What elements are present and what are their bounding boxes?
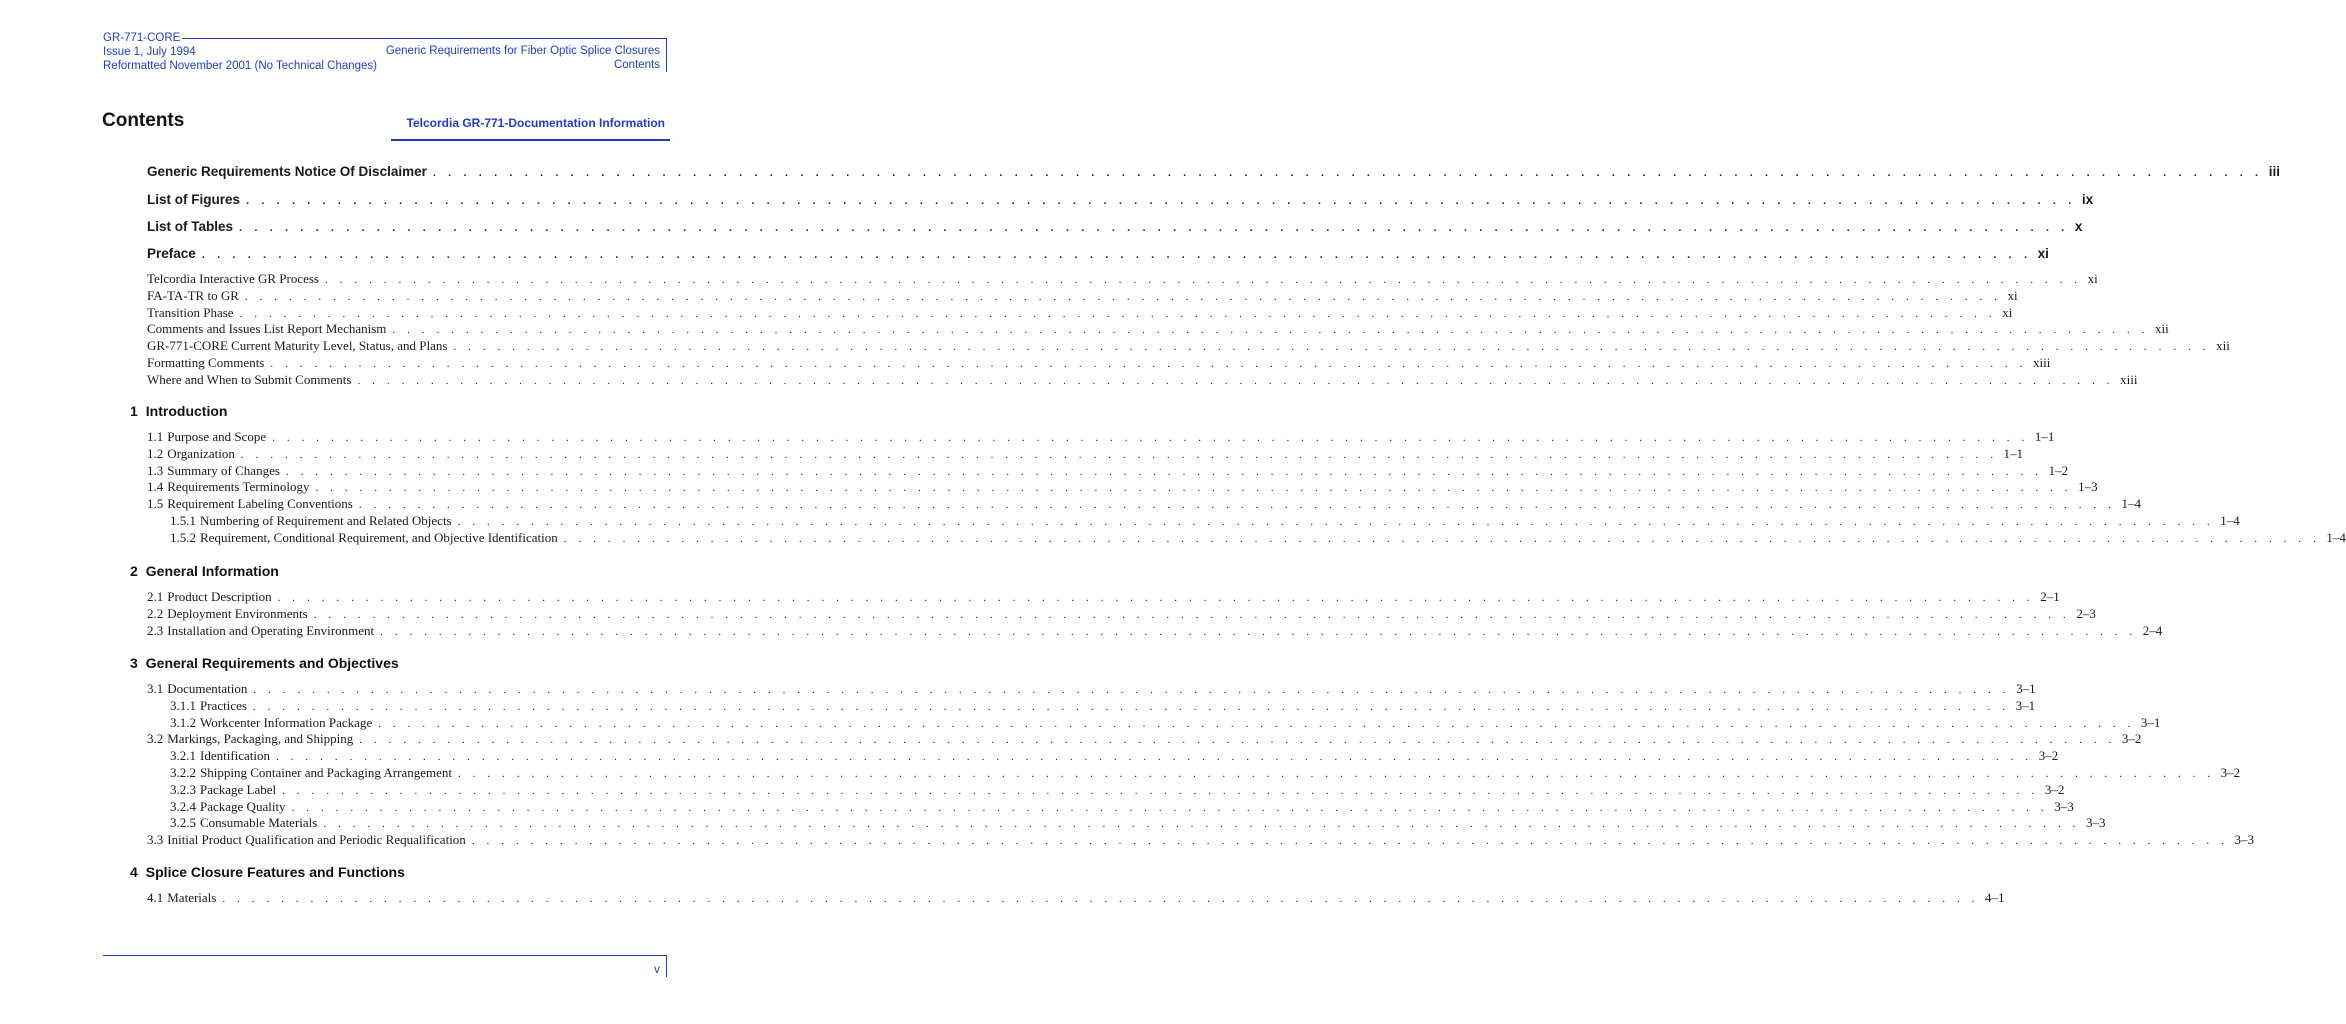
toc-entry-text: Purpose and Scope [167,429,267,444]
toc-preface-entry[interactable] [147,355,2051,371]
toc-section-entry[interactable] [147,496,2141,512]
toc-section-entry[interactable] [170,748,2059,764]
toc-entry-text: Summary of Changes [167,462,280,478]
reformat-note: Reformatted November 2001 (No Technical Changes) [103,60,378,72]
dot-leader: . . . . . . . . . . . . . . . . . . . . . . . . . . . . . . . . . . . . . . . . . . . . . . . . . . . . . . . . . . . . . . . . . . . . . . . . . . . . . . . . . . . . . . . . . . . . . . . . . . . . . . . . . . . . . . . . . . . . . . . . [239,307,1997,320]
toc-entry-page: xiii [2120,371,2138,387]
chapter-title: Introduction [145,403,228,419]
toc-entry-label [147,219,233,234]
toc-entry-page: 2–4 [2142,622,2163,638]
toc-entry-label [147,589,272,605]
dot-leader: . . . . . . . . . . . . . . . . . . . . . . . . . . . . . . . . . . . . . . . . . . . . . . . . . . . . . . . . . . . . . . . . . . . . . . . . . . . . . . . . . . . . . . . . . . . . . . . . . . . . . . . . . . . . . . . . . . . . . . . . [291,801,2049,814]
toc-section-entry[interactable] [147,681,2036,697]
doc-info-link[interactable]: Telcordia GR-771-Documentation Information [406,116,665,130]
toc-entry-label [170,698,247,714]
toc-entry-text: GR-771-CORE Current Maturity Level, Status, and Plans [147,338,448,354]
toc-entry-text: Documentation [167,681,248,696]
toc-entry-label [147,288,239,304]
toc-entry-label [147,832,466,848]
toc-preface-entry[interactable] [147,271,2098,287]
toc-entry-label [147,479,309,495]
toc-entry-label [147,355,264,371]
dot-leader: . . . . . . . . . . . . . . . . . . . . . . . . . . . . . . . . . . . . . . . . . . . . . . . . . . . . . . . . . . . . . . . . . . . . . . . . . . . . . . . . . . . . . . . . . . . . . . . . . . . . . . . . . . . . . . . . . . . . . . . . [252,700,2010,713]
toc-entry-text: Organization [167,445,235,461]
dot-leader: . . . . . . . . . . . . . . . . . . . . . . . . . . . . . . . . . . . . . . . . . . . . . . . . . . . . . . . . . . . . . . . . . . . . . . . . . . . . . . . . . . . . . . . . . . . . . . . . . . . . . . . . . . . . . . . . . . . . . . . . [380,625,2137,638]
toc-front-matter-entry[interactable] [147,219,2083,234]
toc-entry-number: 1.3 [147,462,164,478]
toc-entry-label [147,192,240,207]
toc-entry-number: 1.4 [147,479,164,495]
toc-section-entry[interactable] [147,622,2163,639]
toc-front-matter-entry[interactable] [147,246,2049,261]
toc-entry-label [170,799,286,815]
toc-section-entry[interactable] [170,529,2346,546]
page-title: Contents [102,110,185,131]
chapter-title: Splice Closure Features and Functions [145,864,405,880]
dot-leader: . . . . . . . . . . . . . . . . . . . . . . . . . . . . . . . . . . . . . . . . . . . . . . . . . . . . . . . . . . . . . . . . . . . . . . . . . . . . . . . . . . . . . . . . . . . . . . . . . . . . . . . . . . . . . . . . . . . . . . . . [244,290,2002,303]
toc-entry-page: 3–2 [2044,781,2065,797]
toc-entry-number: 2.1 [147,589,164,604]
toc-entry-text: Installation and Operating Environment [167,622,375,638]
toc-entry-number: 3.2.3 [170,781,196,797]
doc-title: Generic Requirements for Fiber Optic Splice Closures [385,45,660,57]
toc-section-entry[interactable] [147,890,2005,906]
chapter-heading[interactable] [130,563,279,579]
toc-entry-page: 3–1 [2016,681,2036,696]
dot-leader: . . . . . . . . . . . . . . . . . . . . . . . . . . . . . . . . . . . . . . . . . . . . . . . . . . . . . . . . . . . . . . . . . . . . . . . . . . . . . . . . . . . . . . . . . . . . . . . . . . . . . . . . . . . . . . . . . . . . . . . . [313,608,2071,621]
toc-entry-label [147,271,319,287]
toc-section-entry[interactable] [147,445,2024,462]
toc-section-entry[interactable] [147,832,2254,848]
toc-entry-page: 1–4 [2326,529,2346,545]
chapter-number: 2 [130,563,138,579]
footer-rule-vertical [666,955,667,977]
toc-entry-number: 1.1 [147,429,164,444]
toc-entry-page: 1–1 [2034,429,2055,444]
chapter-heading[interactable] [130,655,399,671]
toc-entry-number: 3.3 [147,832,164,848]
dot-leader: . . . . . . . . . . . . . . . . . . . . . . . . . . . . . . . . . . . . . . . . . . . . . . . . . . . . . . . . . . . . . . . . . . . . . . . . . . . . . . . . . . . . . . . . . . . . . . . . . . . . . . . . . . . . . . . . . . . . . . . . [201,249,2032,261]
toc-entry-page: xi [2007,287,2018,303]
toc-entry-label [147,890,216,906]
dot-leader: . . . . . . . . . . . . . . . . . . . . . . . . . . . . . . . . . . . . . . . . . . . . . . . . . . . . . . . . . . . . . . . . . . . . . . . . . . . . . . . . . . . . . . . . . . . . . . . . . . . . . . . . . . . . . . . . . . . . . . . . [272,432,2029,444]
toc-entry-text: Telcordia Interactive GR Process [147,271,319,286]
toc-entry-label [170,715,372,731]
toc-entry-text: List of Tables [147,219,234,234]
toc-entry-number: 3.1.1 [170,697,196,713]
toc-entry-label [147,606,308,622]
toc-entry-number: 3.2.4 [170,798,196,814]
toc-entry-number: 4.1 [147,890,164,905]
toc-preface-entry[interactable] [147,304,2013,321]
toc-entry-page: x [2074,219,2083,234]
toc-entry-number: 1.5.2 [170,529,196,545]
toc-entry-text: Workcenter Information Package [200,714,373,730]
doc-info-rule [391,139,670,141]
toc-section-entry[interactable] [147,605,2096,622]
toc-entry-text: Numbering of Requirement and Related Objects [200,513,452,528]
toc-entry-number: 1.5 [147,496,164,512]
dot-leader: . . . . . . . . . . . . . . . . . . . . . . . . . . . . . . . . . . . . . . . . . . . . . . . . . . . . . . . . . . . . . . . . . . . . . . . . . . . . . . . . . . . . . . . . . . . . . . . . . . . . . . . . . . . . . . . . . . . . . . . . [253,684,2011,696]
dot-leader: . . . . . . . . . . . . . . . . . . . . . . . . . . . . . . . . . . . . . . . . . . . . . . . . . . . . . . . . . . . . . . . . . . . . . . . . . . . . . . . . . . . . . . . . . . . . . . . . . . . . . . . . . . . . . . . . . . . . . . . . [222,893,1979,905]
dot-leader: . . . . . . . . . . . . . . . . . . . . . . . . . . . . . . . . . . . . . . . . . . . . . . . . . . . . . . . . . . . . . . . . . . . . . . . . . . . . . . . . . . . . . . . . . . . . . . . . . . . . . . . . . . . . . . . . . . . . . . . . [378,717,2135,730]
header-rule [182,38,667,39]
toc-entry-text: Generic Requirements Notice Of Disclaimer [147,164,427,179]
toc-front-matter-entry[interactable] [147,192,2094,207]
toc-entry-text: List of Figures [147,192,241,207]
dot-leader: . . . . . . . . . . . . . . . . . . . . . . . . . . . . . . . . . . . . . . . . . . . . . . . . . . . . . . . . . . . . . . . . . . . . . . . . . . . . . . . . . . . . . . . . . . . . . . . . . . . . . . . . . . . . . . . . . . . . . . . . [239,222,2069,234]
toc-entry-page: 3–3 [2086,815,2106,831]
footer-rule [103,955,667,956]
chapter-title: General Requirements and Objectives [145,655,399,671]
dot-leader: . . . . . . . . . . . . . . . . . . . . . . . . . . . . . . . . . . . . . . . . . . . . . . . . . . . . . . . . . . . . . . . . . . . . . . . . . . . . . . . . . . . . . . . . . . . . . . . . . . . . . . . . . . . . . . . . . . . . . . . . [276,751,2033,764]
toc-entry-text: Initial Product Qualification and Periodic Requalification [167,832,466,848]
toc-entry-page: xi [2087,271,2098,286]
toc-entry-page: 2–3 [2076,605,2096,621]
toc-entry-label [147,463,280,479]
toc-entry-text: Preface [147,246,196,261]
toc-entry-label [147,372,351,388]
toc-preface-entry[interactable] [147,371,2138,388]
toc-entry-number: 3.2.5 [170,815,196,831]
toc-entry-number: 2.2 [147,605,164,621]
chapter-number: 1 [130,403,138,419]
toc-entry-number: 3.1 [147,681,164,696]
dot-leader: . . . . . . . . . . . . . . . . . . . . . . . . . . . . . . . . . . . . . . . . . . . . . . . . . . . . . . . . . . . . . . . . . . . . . . . . . . . . . . . . . . . . . . . . . . . . . . . . . . . . . . . . . . . . . . . . . . . . . . . . [563,532,2321,545]
toc-section-entry[interactable] [170,513,2240,529]
toc-entry-label [147,321,386,337]
dot-leader: . . . . . . . . . . . . . . . . . . . . . . . . . . . . . . . . . . . . . . . . . . . . . . . . . . . . . . . . . . . . . . . . . . . . . . . . . . . . . . . . . . . . . . . . . . . . . . . . . . . . . . . . . . . . . . . . . . . . . . . . [453,341,2211,354]
toc-entry-label [147,731,353,747]
toc-entry-page: xii [2155,321,2169,337]
toc-entry-label [147,429,266,445]
toc-entry-page: 1–4 [2220,513,2240,528]
toc-entry-text: Practices [200,697,247,713]
chapter-number: 4 [130,864,138,880]
toc-entry-number: 3.2 [147,731,164,747]
toc-entry-label [147,623,374,639]
toc-entry-page: xii [2216,338,2230,354]
toc-entry-text: Requirement, Conditional Requirement, and Objective Identification [200,529,558,545]
dot-leader: . . . . . . . . . . . . . . . . . . . . . . . . . . . . . . . . . . . . . . . . . . . . . . . . . . . . . . . . . . . . . . . . . . . . . . . . . . . . . . . . . . . . . . . . . . . . . . . . . . . . . . . . . . . . . . . . . . . . . . . . [270,358,2028,370]
dot-leader: . . . . . . . . . . . . . . . . . . . . . . . . . . . . . . . . . . . . . . . . . . . . . . . . . . . . . . . . . . . . . . . . . . . . . . . . . . . . . . . . . . . . . . . . . . . . . . . . . . . . . . . . . . . . . . . . . . . . . . . . [458,768,2215,780]
toc-entry-number: 3.2.2 [170,765,196,780]
toc-section-entry[interactable] [170,798,2074,815]
toc-front-matter-entry[interactable] [147,164,2280,179]
toc-section-entry[interactable] [170,714,2161,731]
toc-section-entry[interactable] [147,462,2069,479]
toc-entry-page: 4–1 [1985,890,2005,905]
toc-entry-text: Markings, Packaging, and Shipping [167,731,354,747]
toc-entry-label [147,681,247,697]
toc-entry-text: Materials [167,890,217,905]
toc-entry-label [147,496,353,512]
toc-entry-text: Requirements Terminology [167,479,310,495]
dot-leader: . . . . . . . . . . . . . . . . . . . . . . . . . . . . . . . . . . . . . . . . . . . . . . . . . . . . . . . . . . . . . . . . . . . . . . . . . . . . . . . . . . . . . . . . . . . . . . . . . . . . . . . . . . . . . . . . . . . . . . . . [392,324,2150,337]
toc-entry-page: 3–2 [2220,765,2241,780]
toc-entry-page: 3–1 [2140,714,2161,730]
toc-entry-page: 3–2 [2121,731,2142,747]
toc-entry-page: xiii [2033,355,2051,370]
chapter-number: 3 [130,655,138,671]
toc-entry-label [147,246,196,261]
toc-entry-page: 3–2 [2038,748,2059,764]
toc-entry-page: xi [2002,304,2013,320]
toc-entry-number: 3.2.1 [170,748,196,764]
toc-entry-text: FA-TA-TR to GR [147,287,239,303]
toc-entry-page: 3–1 [2015,697,2036,713]
toc-entry-page: 1–1 [2003,445,2024,461]
toc-entry-page: 1–2 [2048,462,2069,478]
toc-entry-text: Requirement Labeling Conventions [167,496,353,512]
dot-leader: . . . . . . . . . . . . . . . . . . . . . . . . . . . . . . . . . . . . . . . . . . . . . . . . . . . . . . . . . . . . . . . . . . . . . . . . . . . . . . . . . . . . . . . . . . . . . . . . . . . . . . . . . . . . . . . . . . . . . . . . [325,274,2082,286]
dot-leader: . . . . . . . . . . . . . . . . . . . . . . . . . . . . . . . . . . . . . . . . . . . . . . . . . . . . . . . . . . . . . . . . . . . . . . . . . . . . . . . . . . . . . . . . . . . . . . . . . . . . . . . . . . . . . . . . . . . . . . . . [277,592,2035,604]
dot-leader: . . . . . . . . . . . . . . . . . . . . . . . . . . . . . . . . . . . . . . . . . . . . . . . . . . . . . . . . . . . . . . . . . . . . . . . . . . . . . . . . . . . . . . . . . . . . . . . . . . . . . . . . . . . . . . . . . . . . . . . . [240,448,1998,461]
toc-entry-label [170,530,558,546]
toc-entry-number: 1.5.1 [170,513,196,528]
running-header-right [386,44,660,72]
header-rule-vertical [666,38,667,72]
toc-entry-number: 1.2 [147,445,164,461]
toc-section-entry[interactable] [170,697,2036,714]
toc-entry-label [170,815,317,831]
toc-section-entry[interactable] [170,765,2241,781]
toc-entry-text: Package Label [200,781,277,797]
dot-leader: . . . . . . . . . . . . . . . . . . . . . . . . . . . . . . . . . . . . . . . . . . . . . . . . . . . . . . . . . . . . . . . . . . . . . . . . . . . . . . . . . . . . . . . . . . . . . . . . . . . . . . . . . . . . . . . . . . . . . . . . [323,818,2080,831]
toc-entry-label [170,782,276,798]
page-number: v [654,962,660,976]
toc-entry-text: Shipping Container and Packaging Arrangement [200,765,453,780]
toc-section-entry[interactable] [147,429,2055,445]
toc-section-entry[interactable] [170,815,2106,831]
dot-leader: . . . . . . . . . . . . . . . . . . . . . . . . . . . . . . . . . . . . . . . . . . . . . . . . . . . . . . . . . . . . . . . . . . . . . . . . . . . . . . . . . . . . . . . . . . . . . . . . . . . . . . . . . . . . . . . . . . . . . . . . [471,835,2229,848]
dot-leader: . . . . . . . . . . . . . . . . . . . . . . . . . . . . . . . . . . . . . . . . . . . . . . . . . . . . . . . . . . . . . . . . . . . . . . . . . . . . . . . . . . . . . . . . . . . . . . . . . . . . . . . . . . . . . . . . . . . . . . . . [357,374,2115,387]
toc-entry-text: Deployment Environments [167,605,308,621]
issue-date: Issue 1, July 1994 [103,46,196,58]
toc-section-entry[interactable] [147,731,2142,747]
toc-entry-number: 2.3 [147,622,164,638]
toc-preface-entry[interactable] [147,338,2230,354]
toc-entry-label [147,338,447,354]
chapter-title: General Information [145,563,279,579]
toc-entry-label [147,164,427,179]
dot-leader: . . . . . . . . . . . . . . . . . . . . . . . . . . . . . . . . . . . . . . . . . . . . . . . . . . . . . . . . . . . . . . . . . . . . . . . . . . . . . . . . . . . . . . . . . . . . . . . . . . . . . . . . . . . . . . . . . . . . . . . . [315,482,2073,495]
toc-entry-label [147,305,234,321]
toc-entry-label [170,513,452,529]
dot-leader: . . . . . . . . . . . . . . . . . . . . . . . . . . . . . . . . . . . . . . . . . . . . . . . . . . . . . . . . . . . . . . . . . . . . . . . . . . . . . . . . . . . . . . . . . . . . . . . . . . . . . . . . . . . . . . . . . . . . . . . . [246,195,2076,207]
dot-leader: . . . . . . . . . . . . . . . . . . . . . . . . . . . . . . . . . . . . . . . . . . . . . . . . . . . . . . . . . . . . . . . . . . . . . . . . . . . . . . . . . . . . . . . . . . . . . . . . . . . . . . . . . . . . . . . . . . . . . . . . [432,167,2263,179]
toc-entry-text: Comments and Issues List Report Mechanism [147,321,387,337]
toc-entry-text: Product Description [167,589,272,604]
toc-entry-text: Where and When to Submit Comments [147,371,352,387]
dot-leader: . . . . . . . . . . . . . . . . . . . . . . . . . . . . . . . . . . . . . . . . . . . . . . . . . . . . . . . . . . . . . . . . . . . . . . . . . . . . . . . . . . . . . . . . . . . . . . . . . . . . . . . . . . . . . . . . . . . . . . . . [358,499,2116,512]
toc-entry-text: Transition Phase [147,304,234,320]
toc-entry-text: Package Quality [200,798,286,814]
toc-entry-text: Identification [200,748,271,764]
dot-leader: . . . . . . . . . . . . . . . . . . . . . . . . . . . . . . . . . . . . . . . . . . . . . . . . . . . . . . . . . . . . . . . . . . . . . . . . . . . . . . . . . . . . . . . . . . . . . . . . . . . . . . . . . . . . . . . . . . . . . . . . [359,734,2116,747]
toc-entry-page: xi [2037,246,2049,261]
toc-preface-entry[interactable] [147,321,2169,337]
toc-entry-number: 3.1.2 [170,714,196,730]
toc-entry-page: ix [2081,192,2094,207]
dot-leader: . . . . . . . . . . . . . . . . . . . . . . . . . . . . . . . . . . . . . . . . . . . . . . . . . . . . . . . . . . . . . . . . . . . . . . . . . . . . . . . . . . . . . . . . . . . . . . . . . . . . . . . . . . . . . . . . . . . . . . . . [285,465,2043,478]
toc-entry-text: Formatting Comments [147,355,265,370]
toc-section-entry[interactable] [170,781,2065,798]
toc-entry-page: 1–3 [2078,479,2098,495]
toc-entry-page: 3–3 [2054,798,2074,814]
section-name: Contents [613,59,660,71]
dot-leader: . . . . . . . . . . . . . . . . . . . . . . . . . . . . . . . . . . . . . . . . . . . . . . . . . . . . . . . . . . . . . . . . . . . . . . . . . . . . . . . . . . . . . . . . . . . . . . . . . . . . . . . . . . . . . . . . . . . . . . . . [457,516,2215,528]
toc-entry-page: 1–4 [2121,496,2141,512]
toc-entry-label [170,748,270,764]
chapter-heading[interactable] [130,864,405,880]
toc-entry-label [170,765,452,781]
toc-entry-page: 2–1 [2040,589,2060,604]
toc-section-entry[interactable] [147,589,2060,605]
chapter-heading[interactable] [130,403,227,419]
toc-entry-text: Consumable Materials [200,815,318,831]
toc-entry-label [147,446,235,462]
toc-preface-entry[interactable] [147,287,2018,304]
toc-entry-page: 3–3 [2234,832,2254,848]
dot-leader: . . . . . . . . . . . . . . . . . . . . . . . . . . . . . . . . . . . . . . . . . . . . . . . . . . . . . . . . . . . . . . . . . . . . . . . . . . . . . . . . . . . . . . . . . . . . . . . . . . . . . . . . . . . . . . . . . . . . . . . . [282,784,2039,797]
toc-section-entry[interactable] [147,479,2098,495]
toc-entry-page: iii [2268,164,2280,179]
doc-id: GR-771-CORE [103,32,181,44]
